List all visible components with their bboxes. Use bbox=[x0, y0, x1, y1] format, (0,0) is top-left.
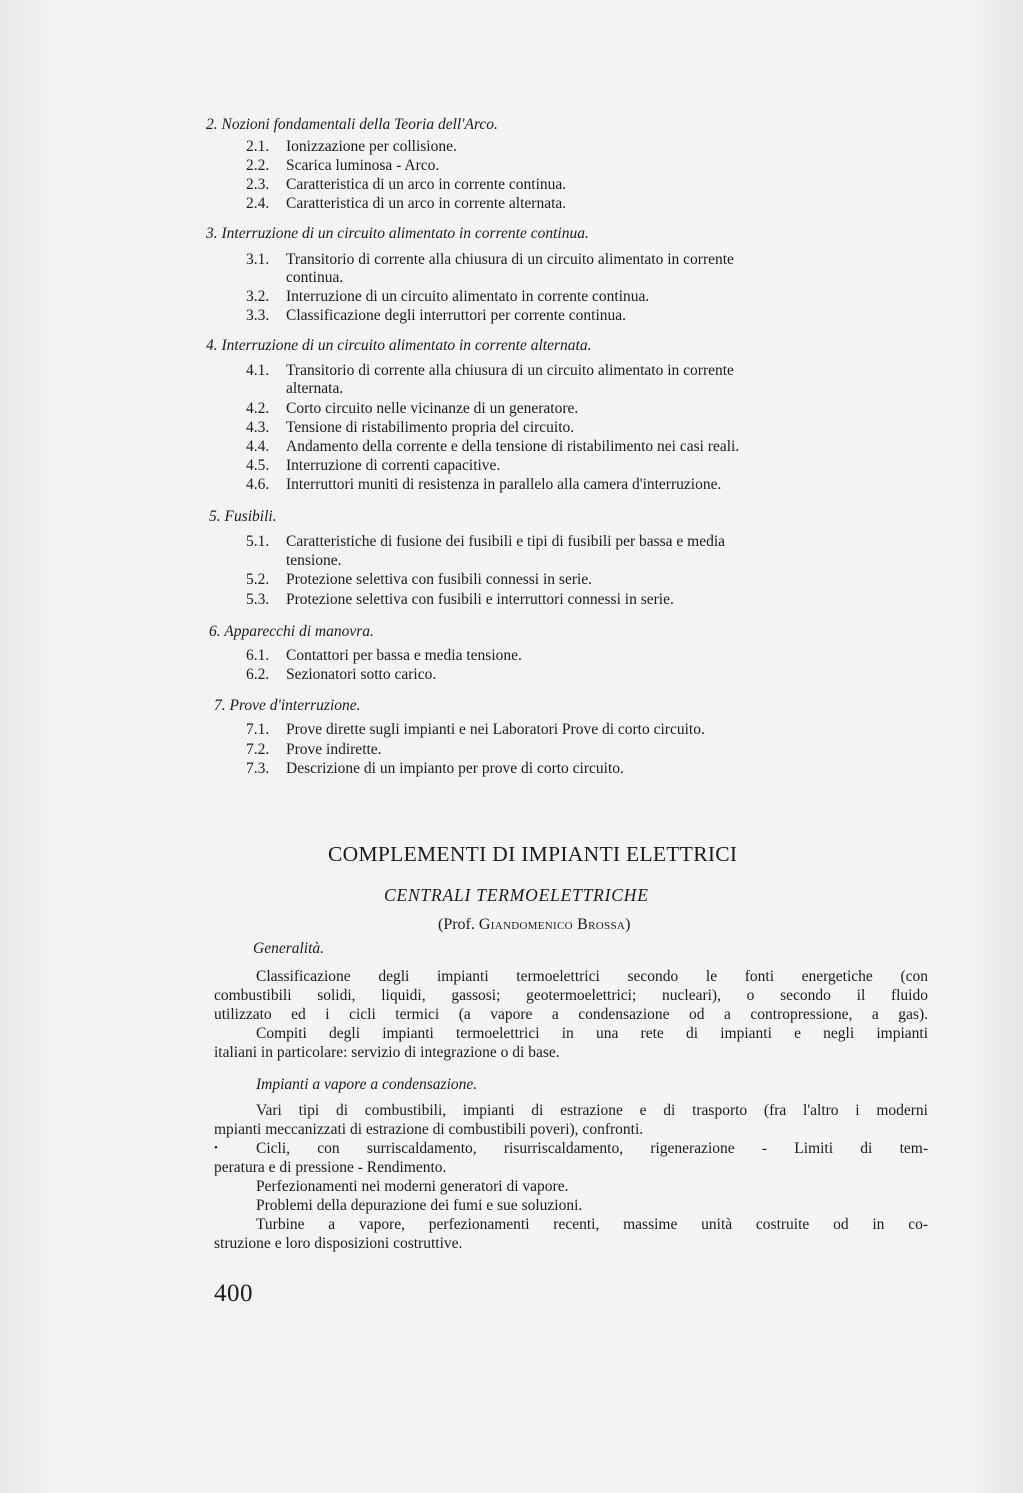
outline-item: 4.3. Tensione di ristabilimento propria del circuito. bbox=[246, 419, 575, 436]
outline-item: 4.2. Corto circuito nelle vicinanze di un generatore. bbox=[246, 400, 579, 417]
outline-item: 2.3. Caratteristica di un arco in corrente continua. bbox=[246, 176, 567, 193]
paragraph-line: Perfezionamenti nei moderni generatori di vapore. bbox=[256, 1178, 569, 1195]
section-2-title: 2. Nozioni fondamentali della Teoria dell'Arco. bbox=[206, 116, 498, 133]
outline-item: 6.2. Sezionatori sotto carico. bbox=[246, 666, 437, 683]
paragraph-line: utilizzato ed i cicli termici (a vapore a condensazione od a contropressione, a gas). bbox=[214, 1006, 928, 1023]
paragraph-line: Classificazione degli impianti termoelettrici secondo le fonti energetiche (con bbox=[256, 968, 928, 985]
course-subtitle: CENTRALI TERMOELETTRICHE bbox=[384, 885, 649, 905]
outline-item: 6.1. Contattori per bassa e media tensione. bbox=[246, 647, 522, 664]
paragraph-line: Turbine a vapore, perfezionamenti recenti, massime unità costruite od in co- bbox=[256, 1216, 928, 1233]
paragraph-line: Cicli, con surriscaldamento, risurriscaldamento, rigenerazione - Limiti di tem- bbox=[256, 1140, 928, 1157]
outline-item-continuation: alternata. bbox=[286, 380, 344, 397]
paragraph-line: peratura e di pressione - Rendimento. bbox=[214, 1159, 447, 1176]
bullet-mark: • bbox=[214, 1142, 218, 1154]
paragraph-line: combustibili solidi, liquidi, gassosi; geotermoelettrici; nucleari), o secondo il fluido bbox=[214, 987, 928, 1004]
section-5-title: 5. Fusibili. bbox=[209, 508, 277, 525]
outline-item: 3.2. Interruzione di un circuito alimentato in corrente continua. bbox=[246, 288, 650, 305]
outline-item: 4.1. Transitorio di corrente alla chiusura di un circuito alimentato in corrente bbox=[246, 362, 734, 379]
outline-item: 2.4. Caratteristica di un arco in corrente alternata. bbox=[246, 195, 567, 212]
outline-item-continuation: tensione. bbox=[286, 552, 342, 569]
outline-item: 5.1. Caratteristiche di fusione dei fusibili e tipi di fusibili per bassa e media bbox=[246, 533, 726, 550]
outline-item: 5.2. Protezione selettiva con fusibili connessi in serie. bbox=[246, 571, 593, 588]
course-title: COMPLEMENTI DI IMPIANTI ELETTRICI bbox=[328, 842, 738, 866]
section-7-title: 7. Prove d'interruzione. bbox=[214, 697, 361, 714]
paragraph-line: mpianti meccanizzati di estrazione di combustibili poveri), confronti. bbox=[214, 1121, 644, 1138]
outline-item: 4.4. Andamento della corrente e della tensione di ristabilimento nei casi reali. bbox=[246, 438, 740, 455]
paragraph-line: Compiti degli impianti termoelettrici in una rete di impianti e negli impianti bbox=[256, 1025, 928, 1042]
paragraph-line: italiani in particolare: servizio di integrazione o di base. bbox=[214, 1044, 560, 1061]
paragraph-line: struzione e loro disposizioni costruttive. bbox=[214, 1235, 463, 1252]
outline-item: 3.3. Classificazione degli interruttori per corrente continua. bbox=[246, 307, 627, 324]
outline-item: 2.1. Ionizzazione per collisione. bbox=[246, 138, 457, 155]
section-4-title: 4. Interruzione di un circuito alimentato in corrente alternata. bbox=[206, 337, 592, 354]
professor-line: (Prof. Giandomenico Brossa) bbox=[438, 916, 631, 933]
generalita-heading: Generalità. bbox=[253, 940, 325, 957]
vapore-heading: Impianti a vapore a condensazione. bbox=[256, 1076, 478, 1093]
outline-item: 7.2. Prove indirette. bbox=[246, 741, 382, 758]
outline-item: 2.2. Scarica luminosa - Arco. bbox=[246, 157, 440, 174]
paragraph-line: Problemi della depurazione dei fumi e sue soluzioni. bbox=[256, 1197, 583, 1214]
outline-item: 3.1. Transitorio di corrente alla chiusura di un circuito alimentato in corrente bbox=[246, 251, 734, 268]
section-6-title: 6. Apparecchi di manovra. bbox=[209, 623, 374, 640]
page-number: 400 bbox=[214, 1280, 253, 1307]
outline-item: 5.3. Protezione selettiva con fusibili e interruttori connessi in serie. bbox=[246, 591, 674, 608]
section-3-title: 3. Interruzione di un circuito alimentato in corrente continua. bbox=[206, 225, 589, 242]
outline-item: 7.3. Descrizione di un impianto per prove di corto circuito. bbox=[246, 760, 624, 777]
outline-item-continuation: continua. bbox=[286, 269, 344, 286]
professor-name: Giandomenico Brossa bbox=[478, 916, 626, 933]
outline-item: 4.5. Interruzione di correnti capacitive. bbox=[246, 457, 501, 474]
outline-item: 4.6. Interruttori muniti di resistenza in parallelo alla camera d'interruzione. bbox=[246, 476, 722, 493]
outline-item: 7.1. Prove dirette sugli impianti e nei Laboratori Prove di corto circuito. bbox=[246, 721, 705, 738]
paragraph-line: Vari tipi di combustibili, impianti di estrazione e di trasporto (fra l'altro i moderni bbox=[256, 1102, 928, 1119]
